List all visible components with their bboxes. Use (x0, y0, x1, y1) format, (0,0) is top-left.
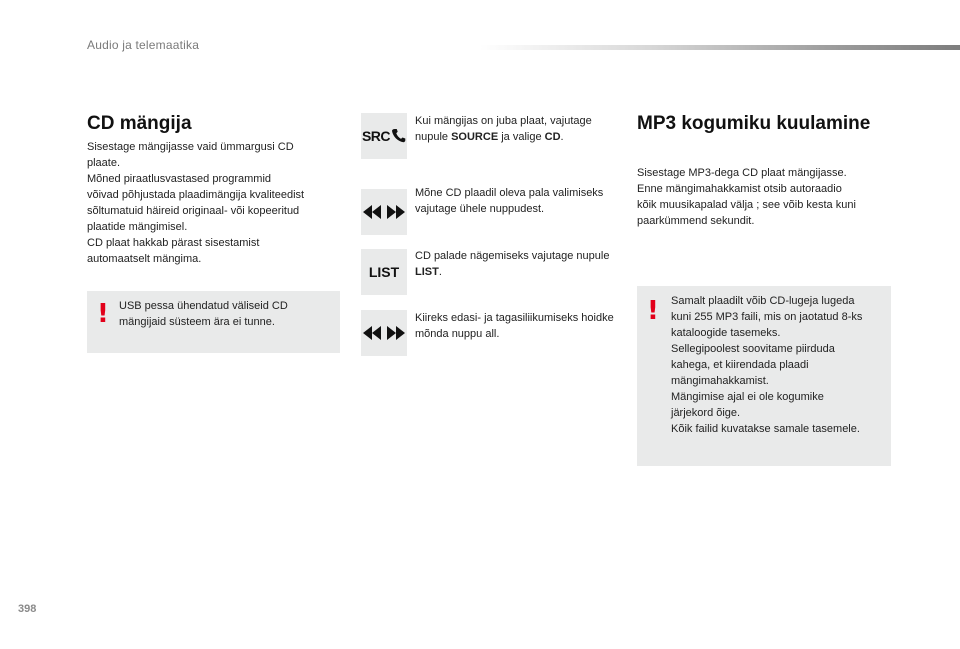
usb-notice-text: USB pessa ühendatud väliseid CD mängijaid süsteem ära ei tunne. (119, 300, 288, 328)
skip-arrows-icon (363, 205, 405, 219)
source-button-name: SOURCE (451, 131, 499, 143)
cd-player-heading: CD mängija (87, 113, 192, 134)
warning-icon: ! (97, 299, 109, 329)
source-text-1: Kui mängijas on juba plaat, vajutage nupule (415, 115, 592, 143)
list-label: LIST (368, 264, 400, 280)
mp3-notice-text: Samalt plaadilt võib CD-lugeja lugeda kuni 255 MP3 faili, mis on jaotatud 8-ks kataloogide tasemeks. Sellegipoolest soovitame piirduda kahega, et kiirendada plaadi mängimahakkamist. Mängimise ajal ei ole kogumike järjekord õige. Kõik failid kuvatakse samale tasemele. (671, 295, 863, 435)
source-text-2: ja valige (498, 131, 545, 143)
cd-option-name: CD (544, 131, 561, 143)
list-icon (361, 249, 407, 295)
list-text-2: . (438, 266, 442, 278)
warning-icon: ! (647, 296, 659, 326)
phone-icon (392, 128, 406, 144)
mp3-heading: MP3 kogumiku kuulamine (637, 113, 871, 134)
select-track-instruction: Mõne CD plaadil oleva pala valimiseks vajutage ühele nuppudest. (415, 187, 604, 215)
prev-next-icon (361, 310, 407, 356)
list-button-name: LIST (415, 266, 439, 278)
prev-next-icon (361, 189, 407, 235)
list-text-1: CD palade nägemiseks vajutage nupule (415, 250, 610, 262)
source-instruction (415, 113, 615, 145)
usb-notice-box (87, 291, 340, 353)
page-number: 398 (18, 603, 37, 615)
source-text-3: . (560, 131, 564, 143)
mp3-body: Sisestage MP3-dega CD plaat mängijasse. Enne mängimahakkamist otsib autoraadio kõik muusikapalad välja ; see võib kesta kuni paarkümmend sekundit. (637, 167, 856, 227)
src-label: SRC (361, 128, 391, 144)
src-tel-icon (361, 113, 407, 159)
list-instruction (415, 248, 615, 280)
cd-player-body: Sisestage mängijasse vaid ümmargusi CD plaate. Mõned piraatlusvastased programmid võivad põhjustada plaadimängija kvaliteedist sõltumatuid häireid originaal- või kopeeritud plaatide mängimisel. CD plaat hakkab pärast sisestamist automaatselt mängima. (87, 141, 305, 265)
mp3-notice-box (637, 286, 891, 466)
fast-seek-instruction: Kiireks edasi- ja tagasiliikumiseks hoidke mõnda nuppu all. (415, 312, 614, 340)
header-gradient-bar (480, 45, 960, 50)
fast-seek-arrows-icon (363, 326, 405, 340)
section-title: Audio ja telemaatika (87, 38, 200, 52)
